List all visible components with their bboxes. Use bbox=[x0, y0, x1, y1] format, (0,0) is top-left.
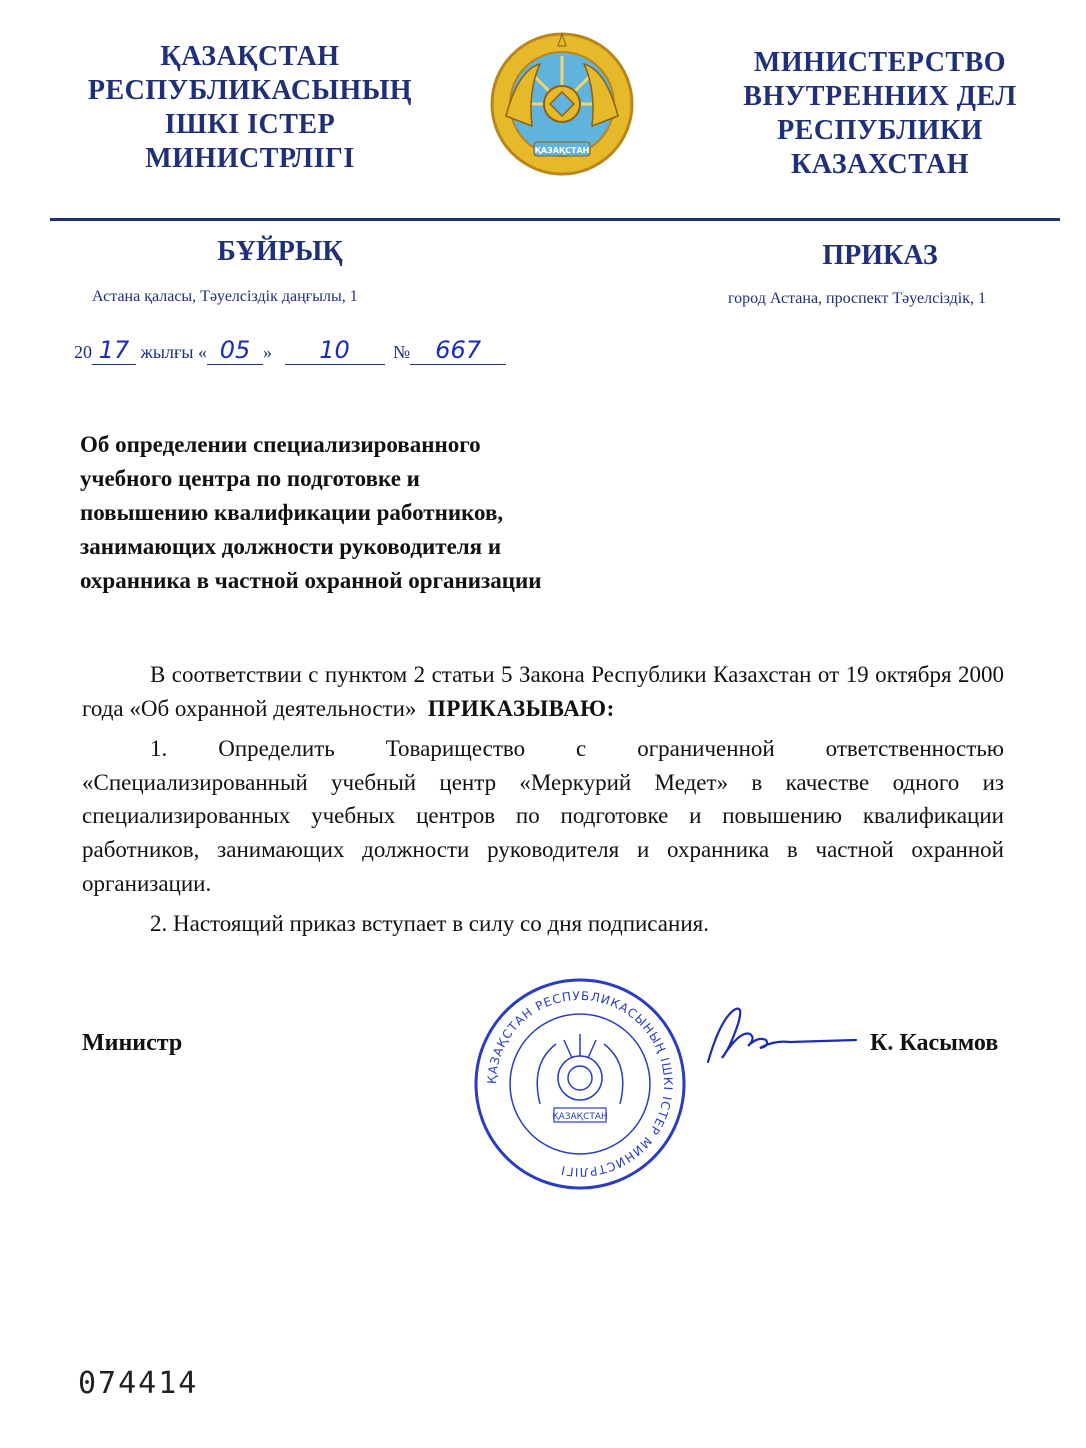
year-suffix-handwritten: 17 bbox=[92, 336, 136, 365]
ministry-ru-line: ВНУТРЕННИХ ДЕЛ bbox=[743, 81, 1017, 112]
day-close-quote: » bbox=[263, 342, 272, 362]
title-line: учебного центра по подготовке и bbox=[80, 466, 420, 491]
title-line: охранника в частной охранной организации bbox=[80, 568, 542, 593]
preamble-text: В соответствии с пунктом 2 статьи 5 Закона Республики Казахстан от 19 октября 2000 года «Об охранной деятельности» bbox=[82, 662, 1004, 721]
address-kz: Астана қаласы, Тәуелсіздік даңғылы, 1 bbox=[92, 288, 358, 305]
document-serial-number: 074414 bbox=[78, 1366, 199, 1401]
title-line: занимающих должности руководителя и bbox=[80, 534, 502, 559]
document-title bbox=[80, 428, 680, 598]
handwritten-signature-icon bbox=[700, 1000, 860, 1070]
year-prefix: 20 bbox=[74, 342, 92, 362]
ministry-ru-line: КАЗАХСТАН bbox=[791, 149, 969, 180]
svg-text:ҚАЗАҚСТАН РЕСПУБЛИКАСЫНЫҢ ІШКІ: ҚАЗАҚСТАН РЕСПУБЛИКАСЫНЫҢ ІШКІ ІСТЕР МИНИСТРЛІГІ bbox=[484, 988, 676, 1180]
svg-text:ҚАЗАҚСТАН: ҚАЗАҚСТАН bbox=[552, 1112, 608, 1122]
ministry-kz-line: РЕСПУБЛИКАСЫНЫҢ bbox=[87, 75, 413, 106]
ministry-ru-line: РЕСПУБЛИКИ bbox=[777, 115, 983, 146]
order-number-handwritten: 667 bbox=[410, 336, 506, 365]
signatory-title: Министр bbox=[82, 1030, 183, 1056]
title-line: повышению квалификации работников, bbox=[80, 500, 504, 525]
signatory-name: К. Касымов bbox=[870, 1030, 999, 1056]
order-item-1: 1. Определить Товарищество с ограниченной ответственностью «Специализированный учебный центр «Меркурий Медет» в качестве одного из специализированных учебных центров по подготовке и повышению квалификации работников, занимающих должности руководителя и охранника в частной охранной организации. bbox=[82, 736, 1004, 896]
doc-type-ru: ПРИКАЗ bbox=[822, 240, 938, 271]
ministry-name-kz bbox=[60, 40, 440, 176]
ministry-kz-line: ҚАЗАҚСТАН bbox=[160, 41, 340, 72]
order-item-2: 2. Настоящий приказ вступает в силу со дня подписания. bbox=[150, 911, 709, 937]
number-label: № bbox=[393, 342, 411, 362]
order-keyword: ПРИКАЗЫВАЮ: bbox=[427, 695, 615, 721]
preamble-paragraph bbox=[82, 658, 1004, 725]
title-line: Об определении специализированного bbox=[80, 432, 481, 457]
ministry-ru-line: МИНИСТЕРСТВО bbox=[753, 47, 1007, 78]
ministry-name-ru bbox=[700, 46, 1060, 182]
month-handwritten: 10 bbox=[285, 336, 385, 365]
state-emblem-icon bbox=[488, 30, 636, 178]
ministry-kz-line: ІШКІ ІСТЕР bbox=[164, 109, 336, 140]
svg-text:ҚАЗАҚСТАН: ҚАЗАҚСТАН bbox=[534, 146, 590, 155]
header-divider bbox=[50, 218, 1060, 221]
official-stamp-icon bbox=[470, 974, 690, 1194]
document-body bbox=[82, 658, 1004, 948]
year-label: жылғы « bbox=[140, 342, 207, 362]
date-number-line bbox=[74, 336, 506, 365]
address-ru: город Астана, проспект Тәуелсіздік, 1 bbox=[728, 290, 987, 307]
doc-type-kz: БҰЙРЫҚ bbox=[217, 236, 343, 267]
ministry-kz-line: МИНИСТРЛІГІ bbox=[145, 143, 355, 174]
day-handwritten: 05 bbox=[207, 336, 263, 365]
